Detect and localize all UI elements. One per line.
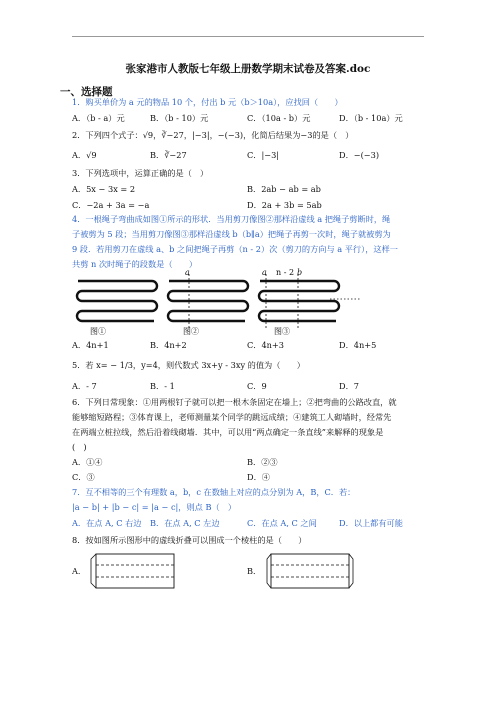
q8-option-a: A．: [72, 566, 87, 576]
q6-option-d: D．④: [247, 472, 270, 482]
q1-stem: 1．购买单价为 a 元的物品 10 个，付出 b 元（b＞10a），应找回（ ）: [72, 97, 343, 107]
figure-3-label: 图③: [274, 327, 290, 336]
q1-option-d: D．（b - 10a）元: [339, 113, 403, 123]
q5-option-c: C．9: [247, 381, 267, 391]
q8-figure-b-net: [265, 550, 355, 592]
q4-stem-line-4: 共剪 n 次时绳子的段数是（ ）: [72, 259, 198, 269]
figure-2-line-a-label: a: [185, 268, 190, 277]
figure-3-line-b-label: b: [297, 268, 303, 277]
figure-1-rope: [72, 275, 160, 331]
figure-2-rope-cut-a: [163, 270, 251, 332]
header-rule: [72, 36, 424, 37]
q6-option-c: C．③: [72, 472, 95, 482]
q4-stem-line-3: 9 段．若用剪刀在虚线 a、b 之间把绳子再剪（n - 2）次（剪刀的方向与 a 平行），这样一: [72, 244, 398, 254]
q7-option-a: A．在点 A, C 右边: [72, 518, 142, 528]
q5-stem: 5．若 x= − 1/3，y=4，则代数式 3x+y - 3xy 的值为（ ）: [72, 360, 305, 370]
q4-option-a: A．4n+1: [72, 340, 109, 350]
q6-stem-line-3: 在两端立桩拉线，然后沿着线砌墙．其中，可以用“两点确定一条直线”来解释的现象是: [72, 427, 384, 437]
q5-option-a: A．- 7: [72, 381, 97, 391]
q8-figure-a-net: [90, 550, 178, 592]
q4-option-d: D．4n+5: [339, 340, 377, 350]
q7-option-c: C．在点 A, C 之间: [247, 518, 317, 528]
q7-option-b: B．在点 A, C 左边: [150, 518, 220, 528]
q2-stem: 2．下列四个式子：√9，∛−27，|−3|，−(−3)，化简后结果为−3的是（ ）: [72, 130, 354, 140]
q6-option-b: B．②③: [247, 457, 278, 467]
q3-stem: 3．下列选项中，运算正确的是（ ）: [72, 168, 209, 178]
q4-stem-line-1: 4．一根绳子弯曲成如图①所示的形状．当用剪刀像图②那样沿虚线 a 把绳子剪断时，绳: [72, 214, 391, 224]
q4-option-c: C．4n+3: [247, 340, 285, 350]
q3-option-d: D．2a + 3b = 5ab: [247, 200, 322, 210]
q7-option-d: D．以上都有可能: [339, 518, 403, 528]
q8-stem: 8．按如图所示图形中的虚线折叠可以围成一个棱柱的是（ ）: [72, 535, 307, 545]
q2-option-c: C．|−3|: [247, 150, 280, 160]
q1-option-b: B．（b - 10）元: [150, 113, 209, 123]
section-heading: 一、选择题: [60, 86, 113, 98]
figure-3-line-n2-label: n - 2: [276, 268, 295, 277]
figure-3-line-a-label: a: [262, 268, 267, 277]
q8-option-b: B．: [247, 566, 262, 576]
q2-option-d: D．−(−3): [339, 150, 380, 160]
q3-option-c: C．−2a + 3a = −a: [72, 200, 150, 210]
q4-stem-line-2: 子被剪为 5 段；当用剪刀像图③那样沿虚线 b（b∥a）把绳子再剪一次时，绳子就被剪为: [72, 229, 391, 239]
q5-option-b: B．- 1: [150, 381, 175, 391]
q7-stem-line-1: 7．互不相等的三个有理数 a，b，c 在数轴上对应的点分别为 A，B，C．若：: [72, 487, 356, 497]
q6-stem-line-4: ( ): [72, 442, 87, 452]
document-title: 张家港市人教版七年级上册数学期末试卷及答案.doc: [125, 63, 371, 75]
q1-option-a: A．（b - a）元: [72, 113, 125, 123]
q6-stem-line-1: 6．下列日常现象：①用两根钉子就可以把一根木条固定在墙上；②把弯曲的公路改直，就: [72, 397, 397, 407]
q1-option-c: C．（10a - b）元: [247, 113, 311, 123]
figure-dotted-line: [330, 296, 360, 302]
q4-option-b: B．4n+2: [150, 340, 187, 350]
q6-stem-line-2: 能够缩短路程；③体育课上，老师测量某个同学的跳远成绩；④建筑工人砌墙时，经常先: [72, 412, 392, 422]
q5-option-d: D．7: [339, 381, 359, 391]
q2-option-a: A．√9: [72, 150, 97, 160]
figure-1-label: 图①: [90, 327, 106, 336]
q2-option-b: B．∛−27: [150, 150, 187, 160]
q3-option-a: A．5x − 3x = 2: [72, 184, 136, 194]
q6-option-a: A．①④: [72, 457, 103, 467]
q7-stem-line-2: |a − b| + |b − c| = |a − c|，则点 B（ ）: [72, 502, 237, 512]
figure-2-label: 图②: [183, 327, 199, 336]
q3-option-b: B．2ab − ab = ab: [247, 184, 321, 194]
